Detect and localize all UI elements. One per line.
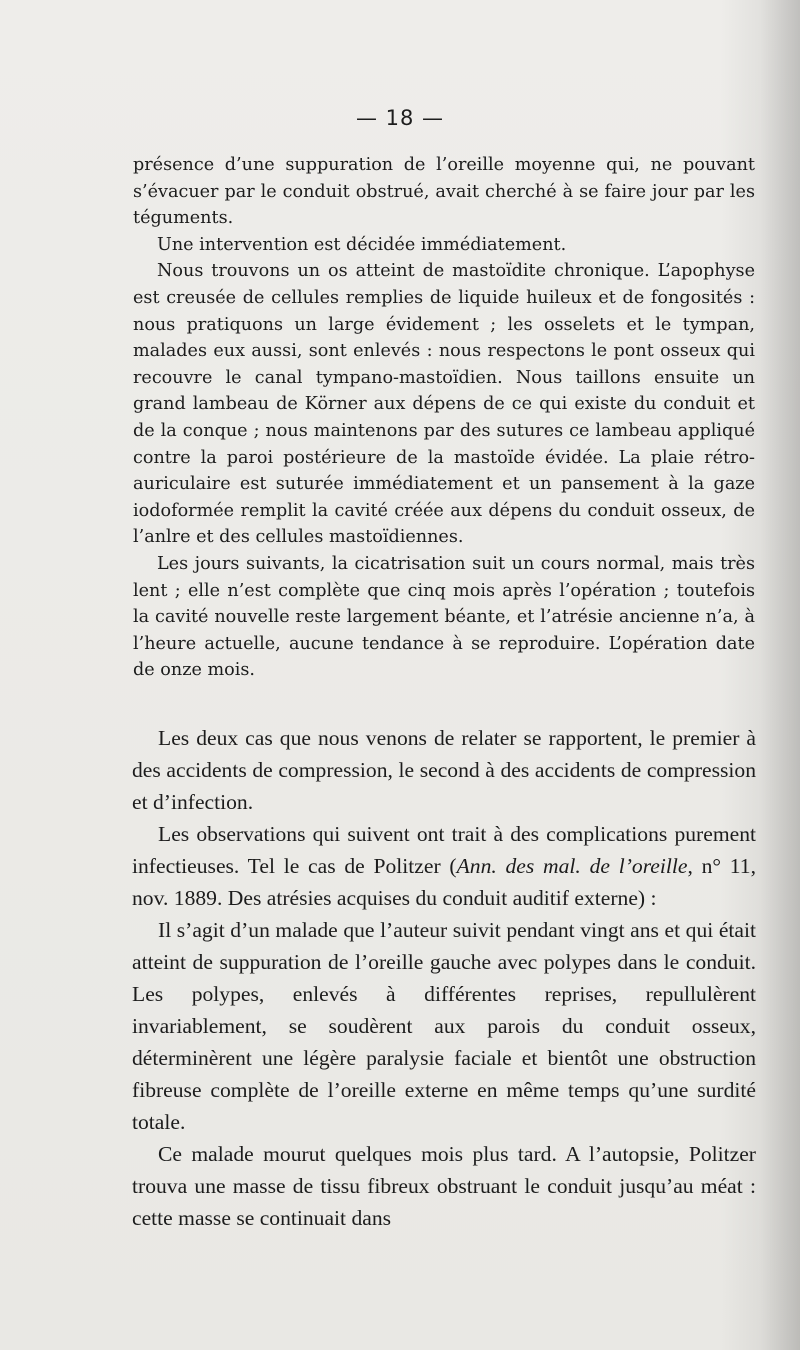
paragraph: Les deux cas que nous venons de relater se rapportent, le premier à des accidents de compression, le second à des accidents de compression et d’infection. <box>132 726 756 814</box>
text-block-observation <box>133 152 755 684</box>
page-edge-shadow <box>760 0 800 1350</box>
page-number: — 18 — <box>355 106 445 130</box>
paragraph-with-citation <box>132 818 756 914</box>
citation-title: Ann. des mal. de l’oreille <box>456 854 688 878</box>
paragraph: Les jours suivants, la cicatrisation suit un cours normal, mais très lent ; elle n’est complète que cinq mois après l’opération ; toutefois la cavité nouvelle reste largement béante, et l’atrésie ancienne n’a, à l’heure actuelle, aucune tendance à se reproduire. L’opération date de onze mois. <box>133 553 755 681</box>
paragraph: Nous trouvons un os atteint de mastoïdite chronique. L’apophyse est creusée de cellules remplies de liquide huileux et de fongosités : nous pratiquons un large évidement ; les osselets et le tympan, malades eux aussi, sont enlevés : nous respectons le pont osseux qui recouvre le canal tympano-mastoïdien. Nous taillons ensuite un grand lambeau de Körner aux dépens de ce qui existe du conduit et de la conque ; nous maintenons par des sutures ce lambeau appliqué contre la paroi postérieure de la mastoïde évidée. La plaie rétro-auriculaire est suturée immédiatement et un pansement à la gaze iodoformée remplit la cavité créée aux dépens du conduit osseux, de l’anlre et des cellules mastoïdiennes. <box>133 261 755 548</box>
paragraph: présence d’une suppuration de l’oreille moyenne qui, ne pouvant s’évacuer par le conduit obstrué, avait cherché à se faire jour par les téguments. <box>133 155 755 229</box>
text-run: Les observations qui suivent ont trait à des complications purement infectieuses. Tel le cas de Politzer ( <box>132 822 756 878</box>
paragraph: Il s’agit d’un malade que l’auteur suivit pendant vingt ans et qui était atteint de suppuration de l’oreille gauche avec polypes dans le conduit. Les polypes, enlevés à différentes reprises, repullulèrent invariablement, se soudèrent aux parois du conduit osseux, déterminèrent une légère paralysie faciale et bientôt une obstruction fibreuse complète de l’oreille externe en même temps qu’une surdité totale. <box>132 918 756 1134</box>
text-run: , n° 11, nov. 1889. Des atrésies acquises du conduit auditif externe) : <box>132 854 756 910</box>
paragraph: Ce malade mourut quelques mois plus tard. A l’autopsie, Politzer trouva une masse de tissu fibreux obstruant le conduit jusqu’au méat : cette masse se continuait dans <box>132 1142 756 1230</box>
text-block-discussion <box>132 722 756 1234</box>
paragraph: Une intervention est décidée immédiatement. <box>157 234 567 255</box>
